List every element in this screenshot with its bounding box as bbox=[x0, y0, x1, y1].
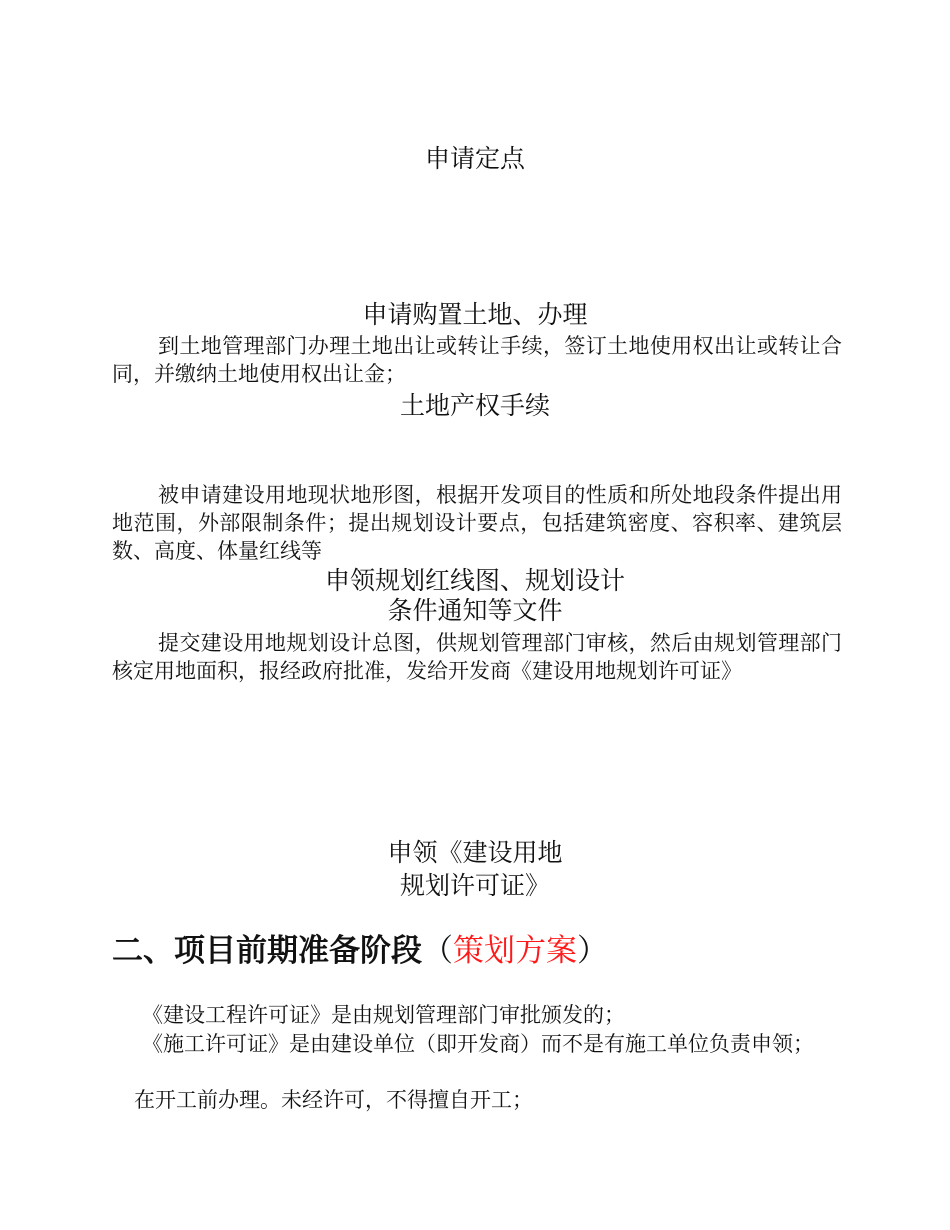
section-heading-text: 二、项目前期准备阶段 bbox=[112, 933, 422, 969]
section-highlight: 策划方案 bbox=[453, 933, 577, 969]
note-construction-permit: 《建设工程许可证》是由规划管理部门审批颁发的； bbox=[142, 1003, 625, 1027]
paragraph-plan-submit: 提交建设用地规划设计总图，供规划管理部门审核，然后由规划管理部门核定用地面积，报经政府批准，发给开发商《建设用地规划许可证》 bbox=[112, 631, 842, 683]
step-title-permit-1: 申领《建设用地 bbox=[387, 838, 563, 867]
section-paren-open: （ bbox=[422, 933, 453, 969]
paragraph-site-survey: 被申请建设用地现状地形图，根据开发项目的性质和所处地段条件提出用地范围，外部限制条件；提出规划设计要点，包括建筑密度、容积率、建筑层数、高度、体量红线等 bbox=[112, 483, 842, 563]
section-heading bbox=[112, 931, 892, 971]
step-title-permit-2: 规划许可证》 bbox=[399, 871, 550, 900]
step-title-redline-2: 条件通知等文件 bbox=[387, 596, 563, 625]
step-title-redline-1: 申领规划红线图、规划设计 bbox=[324, 566, 625, 595]
step-title-apply-land: 申请购置土地、办理 bbox=[362, 300, 588, 329]
note-before-start: 在开工前办理。未经许可，不得擅自开工； bbox=[134, 1088, 533, 1112]
step-title-land-title: 土地产权手续 bbox=[399, 391, 550, 420]
paragraph-land-transfer: 到土地管理部门办理土地出让或转让手续，签订土地使用权出让或转让合同，并缴纳土地使用权出让金； bbox=[112, 334, 842, 386]
section-paren-close: ） bbox=[577, 933, 608, 969]
step-title-apply-site: 申请定点 bbox=[424, 144, 525, 173]
note-work-permit: 《施工许可证》是由建设单位（即开发商）而不是有施工单位负责申领； bbox=[142, 1032, 814, 1056]
